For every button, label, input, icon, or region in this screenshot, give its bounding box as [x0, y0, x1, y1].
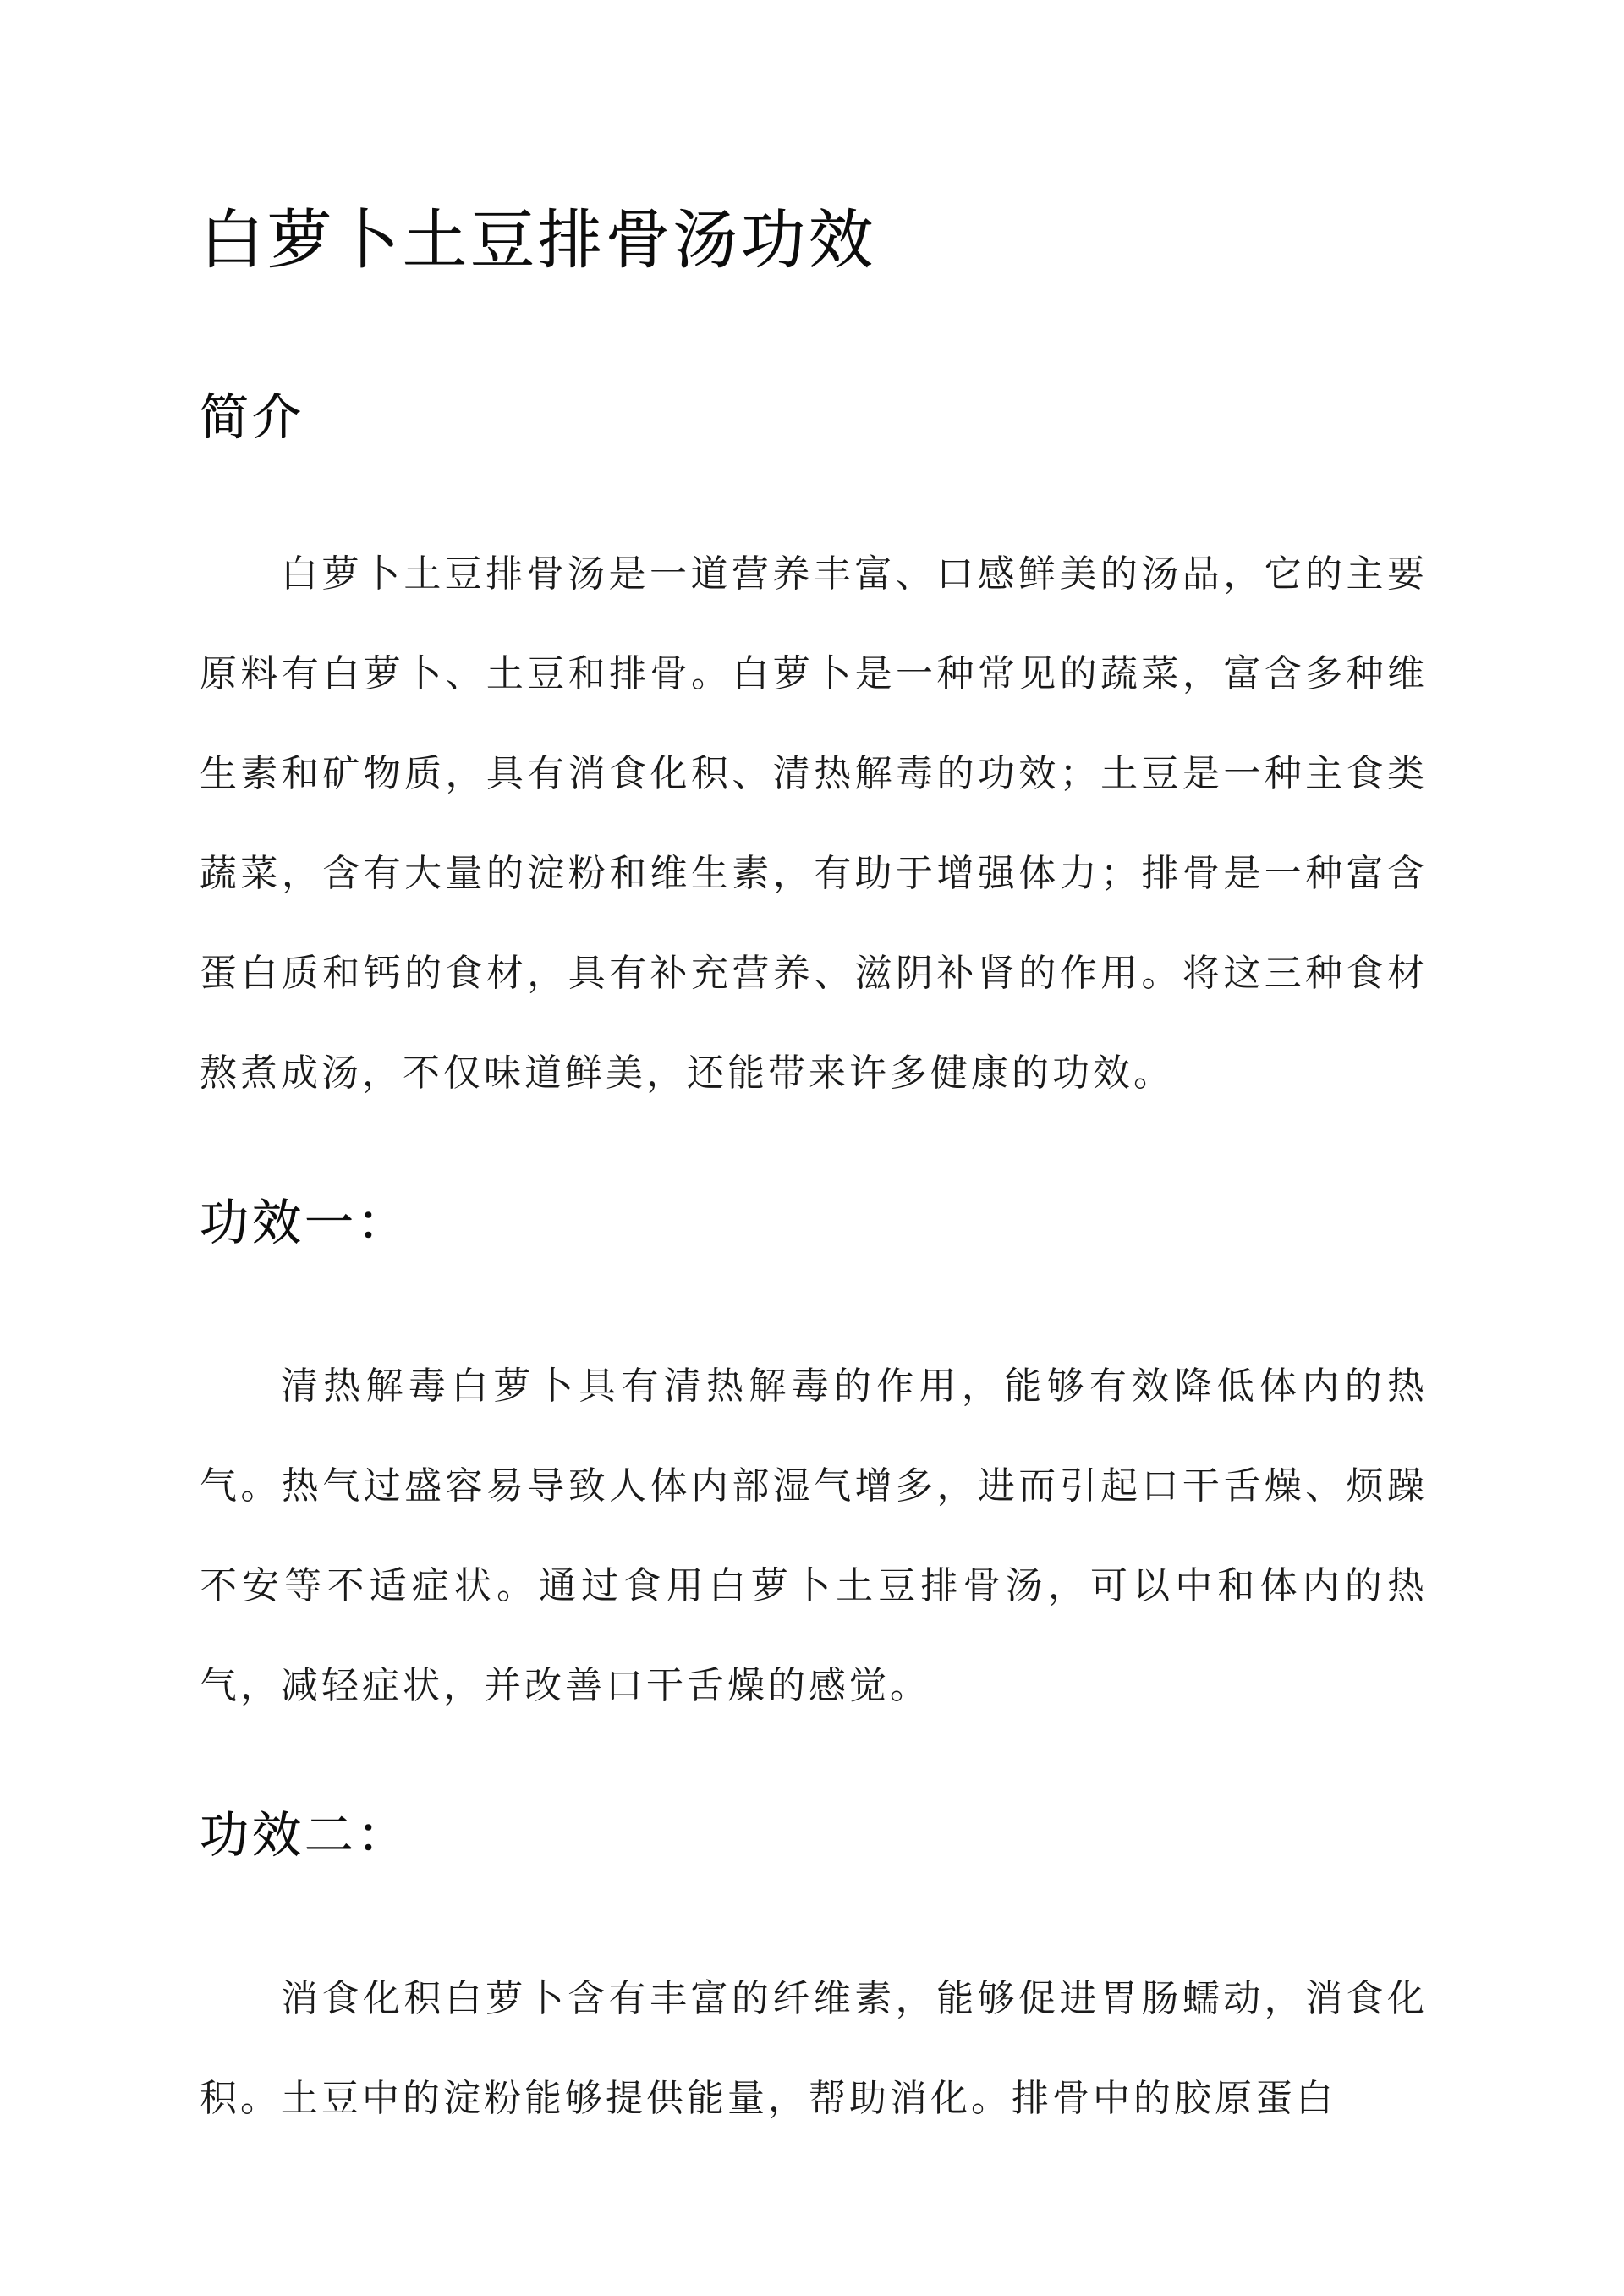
section-heading-intro: 简介: [200, 388, 305, 446]
section-body-benefit-2: 消食化积白萝卜含有丰富的纤维素，能够促进胃肠蠕动，消食化积。土豆中的淀粉能够提供能量，帮助消化。排骨中的胶原蛋白: [200, 1977, 1428, 2120]
section-body-intro: 白萝卜土豆排骨汤是一道营养丰富、口感鲜美的汤品，它的主要原料有白萝卜、土豆和排骨。白萝卜是一种常见的蔬菜，富含多种维生素和矿物质，具有消食化积、清热解毒的功效；土豆是一种主食类蔬菜，含有大量的淀粉和维生素，有助于增强体力；排骨是一种富含蛋白质和钙的食材，具有补充营养、滋阴补肾的作用。将这三种食材熬煮成汤，不仅味道鲜美，还能带来许多健康的功效。: [200, 552, 1428, 1095]
document-content: [200, 190, 1428, 2149]
document-title: 白萝卜土豆排骨汤功效: [200, 202, 876, 277]
section-heading-benefit-2: 功效二：: [200, 1806, 410, 1864]
section-body-benefit-1: 清热解毒白萝卜具有清热解毒的作用，能够有效降低体内的热气。热气过盛容易导致人体内部湿气增多，进而引起口干舌燥、烦躁不安等不适症状。通过食用白萝卜土豆排骨汤，可以中和体内的热气，减轻症状，并改善口干舌燥的感觉。: [200, 1365, 1428, 1707]
section-heading-benefit-1: 功效一：: [200, 1194, 410, 1251]
